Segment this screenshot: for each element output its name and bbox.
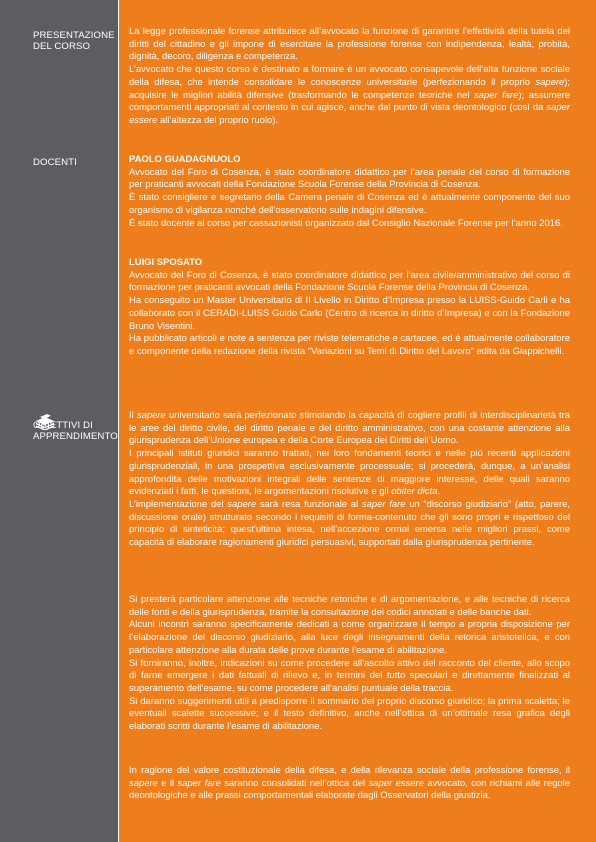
- obiettivi-paragraph: Si forniranno, inoltre, indicazioni su come procedere all’ascolto attivo del racconto del cliente, allo scopo di farne emergere i dati fattuali di rilievo e, in termini del tutto speculari e direttamente finalizzati al superamento dell’esame, su come procedere all’analisi puntuale della traccia.: [129, 657, 570, 694]
- obiettivi-section-2: [129, 594, 570, 734]
- docente-bio-line: Ha pubblicato articoli e note a sentenza per riviste telematiche e cartacee, ed è attualmente collaboratore e componente della redazione della rivista “Variazioni su Temi di Diritto del Lavoro” edita da Giappichelli.: [129, 333, 570, 357]
- docente-1: [129, 154, 570, 230]
- docente-bio-line: Avvocato del Foro di Cosenza, è stato coordinatore didattico per l’area civile/amministrativo del corso di formazione per praticanti avvocati della Fondazione Scuola Forense della Provincia di Cosenza.: [129, 269, 570, 294]
- docente-bio-line: È stato docente al corso per cassazionisti organizzato dal Consiglio Nazionale Forense per l’anno 2016.: [129, 217, 563, 229]
- presentazione-section: [129, 26, 570, 128]
- docente-bio-line: È stato consigliere e segretario della Camera penale di Cosenza ed è attualmente componente del suo organismo di vigilanza nonché dell’osservatorio sulle indagini difensive.: [129, 192, 570, 216]
- main-content: [119, 0, 596, 842]
- obiettivi-paragraph: Si daranno suggerimenti utili a predisporre il sommario del proprio discorso giuridico; la prima scaletta; le eventuali scalette successive; e il testo definitivo, anche nell’ottica di un’ottimale resa grafica degli elaborati scritti durante l’esame di abilitazione.: [129, 695, 570, 733]
- obiettivi-paragraph: I principali istituti giuridici saranno trattati, nei loro fondamenti teorici e nelle più recenti applicazioni giurisprudenziali, in una prospettiva esclusivamente processuale; si procederà, dunque, a un’analisi approfondita delle motivazioni integrali delle sentenze di maggiore interesse, delle quali saranno evidenziati i fatti, le questioni, le argomentazioni risolutive e gli obiter dicta.: [129, 448, 570, 498]
- label-obiettivi: OBIETTIVI DI APPRENDIMENTO: [33, 420, 118, 442]
- docente-name: LUIGI SPOSATO: [129, 257, 203, 268]
- label-docenti: DOCENTI: [33, 157, 77, 168]
- obiettivi-paragraph: Alcuni incontri saranno specificamente dedicati a come organizzare il tempo a propria disposizione per l’elaborazione del discorso giudiziario, alla luce degli insegnamenti della retorica aristotelica, e con particolare attenzione alla durata delle prove durante l’esame di abilitazione.: [129, 619, 570, 656]
- docente-name: PAOLO GUADAGNUOLO: [129, 154, 241, 165]
- obiettivi-paragraph: Si presterà particolare attenzione alle tecniche retoriche e di argomentazione, e alle tecniche di ricerca delle fonti e della giurisprudenza, tramite la consultazione dei codici annotati e delle banche dati.: [129, 594, 570, 618]
- label-presentazione: PRESENTAZIONE DEL CORSO: [33, 30, 115, 52]
- docente-bio-line: Ha conseguito un Master Universitario di II Livello in Diritto d’Impresa presso la LUISS-Guido Carli e ha collaborato con il CERADI-LUISS Guido Carlo (Centro di ricerca in diritto d’Impresa) e con la Fondazione Bruno Visentini.: [129, 295, 570, 332]
- obiettivi-paragraph: L’implementazione del sapere sarà resa funzionale al saper fare un “discorso giudiziario” (atto, parere, discussione orale) strutturato secondo i requisiti di forma-contenuto che gli sono propri e rispettoso del principio di sinteticità; quest’ultima intesa, nell’accezione ormai emersa nelle migliori prassi, come capacità di elaborare ragionamenti giuridici persuasivi, supportati dalla giurisprudenza pertinente.: [129, 498, 570, 549]
- presentazione-paragraph-2: L’avvocato che questo corso è destinato a formare è un avvocato consapevole dell’alta funzione sociale della difesa, che intende consolidare le conoscenze universitarie (perfezionando il proprio sapere); acquisire le migliori abilità difensive (trasformando le competenze teoriche nel saper fare); assumere comportamenti appropriati al contesto in cui agisce, anche dal punto di vista deontologico (così da saper essere all’altezza del proprio ruolo).: [129, 64, 571, 126]
- obiettivi-section-1: [129, 410, 570, 550]
- docente-bio-line: Avvocato del Foro di Cosenza, è stato coordinatore didattico per l’area penale del corso di formazione per praticanti avvocati della Fondazione Scuola Forense della Provincia di Cosenza.: [129, 166, 570, 191]
- docente-2: [129, 257, 570, 359]
- presentazione-paragraph-1: La legge professionale forense attribuisce all’avvocato la funzione di garantire l’effettività della tutela dei diritti del cittadino e gli impone di esercitare la professione forense con indipendenza, lealtà, probità, dignità, decoro, diligenza e competenza.: [129, 26, 570, 63]
- obiettivi-section-3: [129, 765, 570, 803]
- obiettivi-paragraph: Il sapere universitario sarà perfezionato stimolando la capacità di cogliere profili di interdisciplinarietà tra le aree del diritto civile, del diritto penale e del diritto amministrativo, con una costante attenzione alla giurisprudenza dell’Unione europea e della Corte Europea dei Diritti dell’Uomo.: [129, 410, 571, 447]
- sidebar: [0, 0, 118, 842]
- obiettivi-paragraph: In ragione del valore costituzionale della difesa, e della rilevanza sociale della professione forense, il sapere e il saper fare saranno consolidati nell’ottica del saper essere avvocato, con richiami alle regole deontologiche e alle prassi comportamentali elaborate dagli Osservatori della giustizia.: [129, 765, 571, 802]
